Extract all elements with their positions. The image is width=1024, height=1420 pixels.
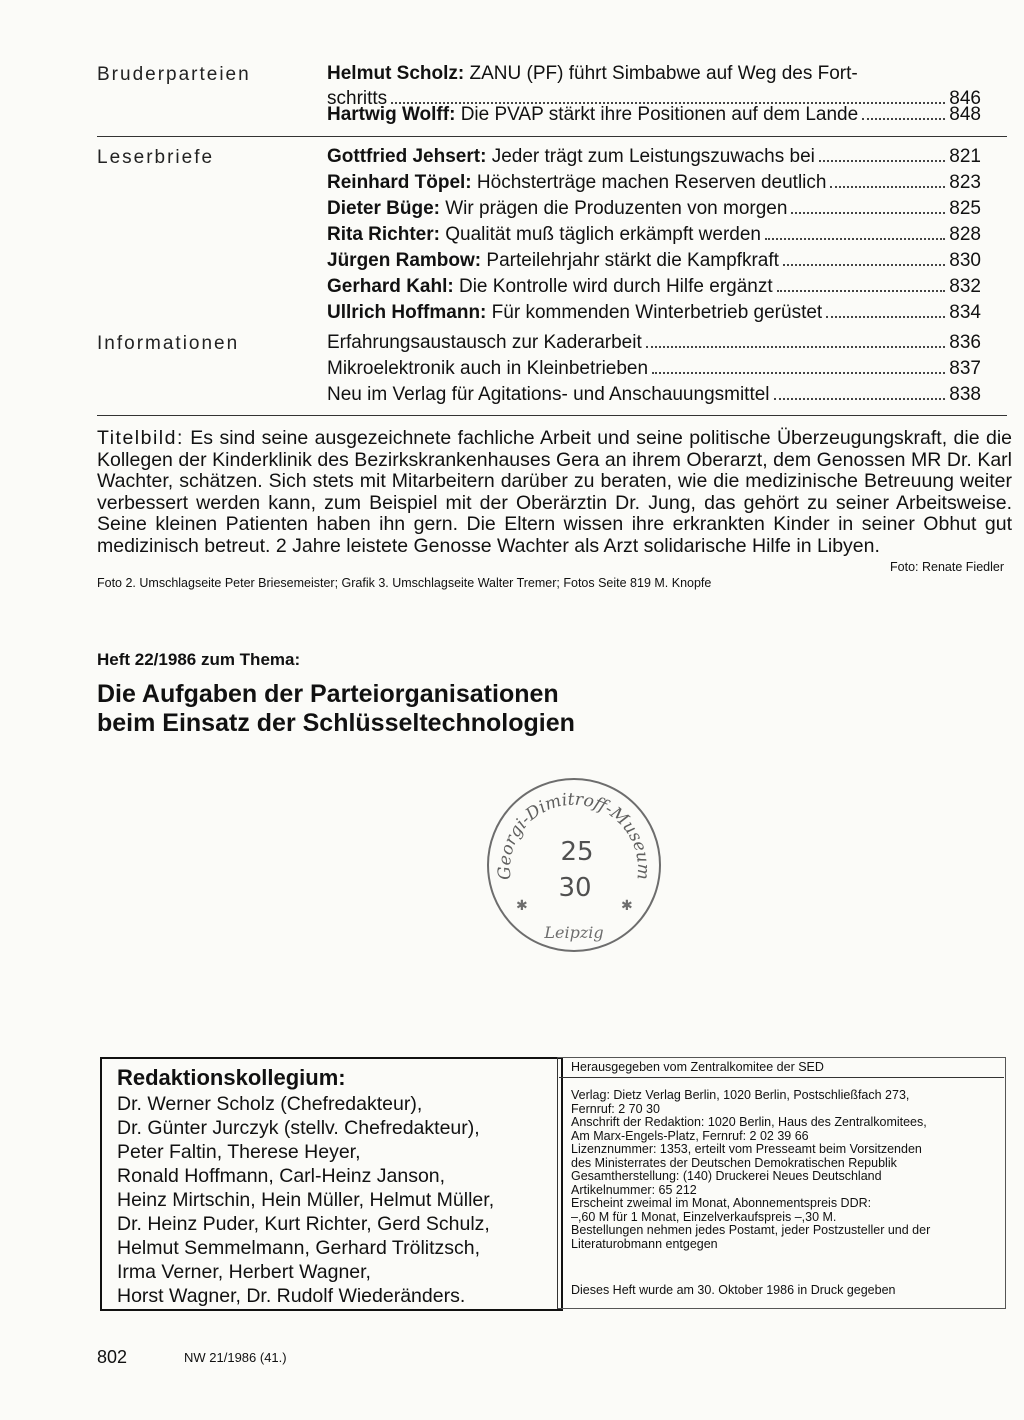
- toc-author: Gottfried Jehsert:: [327, 146, 487, 167]
- redaktion-line: Helmut Semmelmann, Gerhard Trölitzsch,: [117, 1237, 481, 1259]
- impressum-line: Erscheint zweimal im Monat, Abonnementspreis DDR:: [571, 1196, 872, 1210]
- toc-page: 830: [949, 250, 981, 271]
- titelbild-text: Es sind seine ausgezeichnete fachliche Arbeit und seine politische Überzeugungskraft, die die Kollegen der Kinderklinik des Bezirkskrankenhauses Gera an ihrem Oberarzt, dem Genossen MR Dr. Karl Wachter, schätzen. Sich stets mit Mitarbeitern darüber zu beraten, wie die medizinische Betreuung weiter verbessert werden kann, zum Beispiel mit der Oberärztin Dr. Jung, das gehört zu seiner Arbeitsweise. Seine kleinen Patienten haben ihn gern. Die Eltern wissen ihre erkrankten Kinder in seiner Obhut gut medizinisch betreut. 2 Jahre leistete Genosse Wachter als Arzt solidarische Hilfe in Libyen.: [97, 427, 1012, 557]
- divider: [97, 136, 1007, 137]
- toc-page: 837: [949, 358, 981, 379]
- toc-author: Dieter Büge:: [327, 198, 440, 219]
- toc-title: Erfahrungsaustausch zur Kaderarbeit: [327, 332, 642, 353]
- foto-credit: Foto: Renate Fiedler: [890, 560, 1004, 574]
- toc-title: Mikroelektronik auch in Kleinbetrieben: [327, 358, 649, 379]
- page-number: 802: [97, 1347, 128, 1367]
- redaktion-line: Ronald Hoffmann, Carl-Heinz Janson,: [117, 1165, 446, 1187]
- toc-title: Die PVAP stärkt ihre Positionen auf dem Lande: [455, 104, 859, 125]
- toc-title: Jeder trägt zum Leistungszuwachs bei: [486, 146, 815, 167]
- toc-page: 825: [949, 198, 981, 219]
- toc-author: Hartwig Wolff:: [327, 104, 456, 125]
- toc-entry[interactable]: [327, 248, 981, 273]
- stamp-number-2: 30: [558, 873, 592, 903]
- toc-entry[interactable]: [327, 196, 981, 221]
- impressum-line: Gesamtherstellung: (140) Druckerei Neues Deutschland: [571, 1169, 882, 1183]
- toc-entry[interactable]: [327, 330, 981, 355]
- impressum-line: Am Marx-Engels-Platz, Fernruf: 2 02 39 66: [571, 1128, 809, 1143]
- issue-reference: NW 21/1986 (41.): [184, 1350, 287, 1365]
- toc-title-line1: ZANU (PF) führt Simbabwe auf Weg des Fort-: [464, 63, 858, 84]
- impressum-line: Verlag: Dietz Verlag Berlin, 1020 Berlin, Postschließfach 273,: [571, 1088, 910, 1102]
- impressum-line: Lizenznummer: 1353, erteilt vom Presseamt beim Vorsitzenden: [571, 1142, 922, 1156]
- toc-page: 834: [949, 302, 981, 323]
- toc-author: Rita Richter:: [327, 224, 440, 245]
- redaktion-line: Dr. Heinz Puder, Kurt Richter, Gerd Schulz,: [117, 1213, 490, 1235]
- stamp-city: Leipzig: [544, 923, 604, 942]
- toc-entry[interactable]: [327, 102, 981, 127]
- stamp-ring-textpath: Georgi-Dimitroff-Museum: [494, 789, 654, 881]
- next-issue-title-line1: Die Aufgaben der Parteiorganisationen: [97, 680, 559, 708]
- toc-page: 838: [949, 384, 981, 405]
- titelbild-label: Titelbild:: [97, 427, 184, 449]
- redaktion-line: Dr. Werner Scholz (Chefredakteur),: [117, 1093, 423, 1115]
- titelbild-caption: [97, 428, 1012, 557]
- toc-entry[interactable]: [327, 222, 981, 247]
- redaktion-title: Redaktionskollegium:: [117, 1065, 346, 1090]
- impressum-druck: Dieses Heft wurde am 30. Oktober 1986 in Druck gegeben: [571, 1283, 896, 1297]
- redaktion-line: Irma Verner, Herbert Wagner,: [117, 1261, 371, 1283]
- toc-title: Höchsterträge machen Reserven deutlich: [471, 172, 827, 193]
- toc-page: 821: [949, 146, 981, 167]
- toc-entry[interactable]: [327, 356, 981, 381]
- impressum-herausgeber: Herausgegeben vom Zentralkomitee der SED: [571, 1060, 824, 1074]
- impressum-line: Anschrift der Redaktion: 1020 Berlin, Haus des Zentralkomitees,: [571, 1115, 927, 1129]
- toc-page: 828: [949, 224, 981, 245]
- toc-author: Reinhard Töpel:: [327, 172, 472, 193]
- stamp-star-left: ✱: [516, 897, 528, 913]
- stamp-graphic: [489, 780, 659, 950]
- next-issue-title-line2: beim Einsatz der Schlüsseltechnologien: [97, 709, 575, 737]
- toc-page: 823: [949, 172, 981, 193]
- toc-page: 846: [949, 88, 981, 109]
- toc-title: Die Kontrolle wird durch Hilfe ergänzt: [453, 276, 773, 297]
- toc-title: Neu im Verlag für Agitations- und Anschauungsmittel: [327, 384, 770, 405]
- toc-page: 832: [949, 276, 981, 297]
- toc-title: Qualität muß täglich erkämpft werden: [439, 224, 761, 245]
- redaktion-line: Dr. Günter Jurczyk (stellv. Chefredakteur),: [117, 1117, 480, 1139]
- redaktion-line: Peter Faltin, Therese Heyer,: [117, 1141, 361, 1163]
- section-label-leserbriefe: Leserbriefe: [97, 147, 215, 168]
- impressum-line: Artikelnummer: 65 212: [571, 1182, 697, 1197]
- redaktion-line: Heinz Mirtschin, Hein Müller, Helmut Müller,: [117, 1189, 495, 1211]
- toc-entry[interactable]: [327, 144, 981, 169]
- toc-author: Jürgen Rambow:: [327, 250, 482, 271]
- toc-title: Parteilehrjahr stärkt die Kampfkraft: [481, 250, 779, 271]
- impressum-line: des Ministerrates der Deutschen Demokratischen Republik: [571, 1155, 897, 1170]
- toc-entry[interactable]: [327, 382, 981, 407]
- toc-entry[interactable]: [327, 170, 981, 195]
- impressum-line: –,60 M für 1 Monat, Einzelverkaufspreis –,30 M.: [571, 1209, 837, 1224]
- section-label-bruderparteien: Bruderparteien: [97, 64, 251, 85]
- toc-entry[interactable]: [327, 274, 981, 299]
- toc-author: Gerhard Kahl:: [327, 276, 454, 297]
- toc-author: Helmut Scholz:: [327, 63, 465, 84]
- impressum-line: Literaturobmann entgegen: [571, 1236, 718, 1251]
- impressum-line: Bestellungen nehmen jedes Postamt, jeder Postzusteller und der: [571, 1223, 931, 1237]
- impressum-line: Fernruf: 2 70 30: [571, 1101, 660, 1116]
- toc-title: schritts: [327, 88, 388, 109]
- toc-entry[interactable]: [327, 300, 981, 325]
- next-issue-label: Heft 22/1986 zum Thema:: [97, 650, 301, 669]
- impressum-divider: [559, 1077, 1004, 1078]
- section-label-informationen: Informationen: [97, 333, 240, 354]
- divider: [97, 415, 1007, 416]
- toc-author: Ullrich Hoffmann:: [327, 302, 487, 323]
- toc-page: 836: [949, 332, 981, 353]
- next-issue-title: [97, 680, 575, 738]
- redaktion-line: Horst Wagner, Dr. Rudolf Wiederänders.: [117, 1285, 466, 1307]
- stamp-number-1: 25: [560, 837, 594, 867]
- museum-stamp: [487, 778, 661, 952]
- stamp-star-right: ✱: [621, 897, 633, 913]
- photo-credits: Foto 2. Umschlagseite Peter Briesemeister; Grafik 3. Umschlagseite Walter Tremer; Fotos Seite 819 M. Knopfe: [97, 576, 712, 590]
- toc-title: Für kommenden Winterbetrieb gerüstet: [486, 302, 823, 323]
- toc-title: Wir prägen die Produzenten von morgen: [439, 198, 788, 219]
- toc-page: 848: [949, 104, 981, 125]
